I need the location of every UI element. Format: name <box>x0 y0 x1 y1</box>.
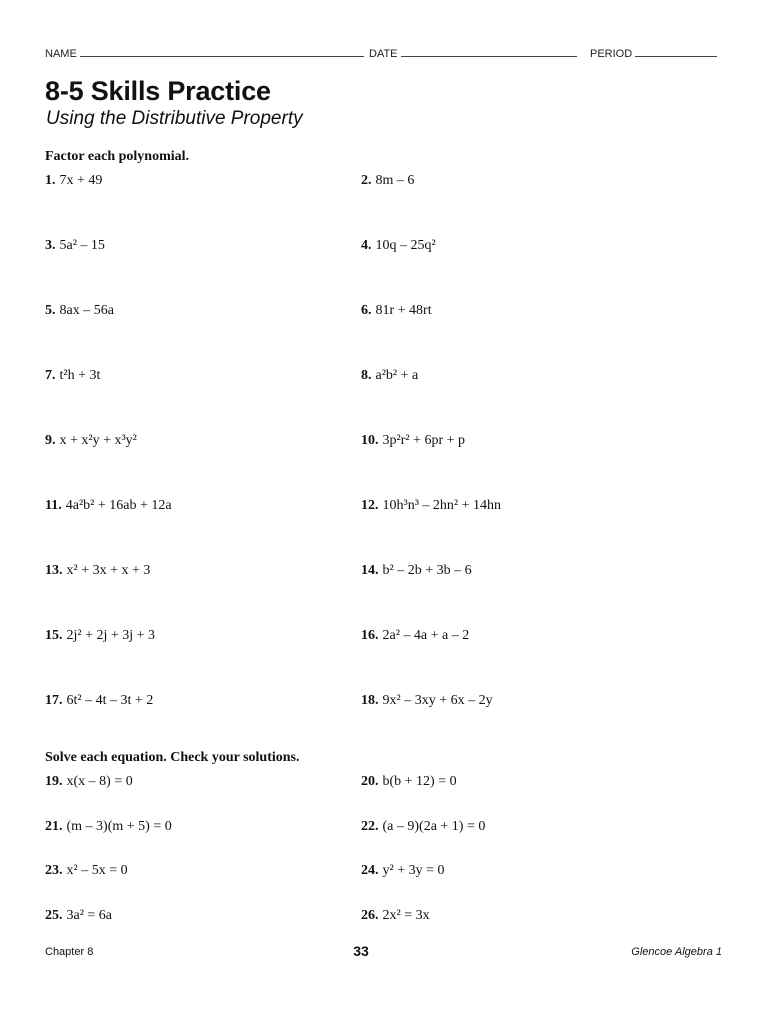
problem-number: 21. <box>45 818 63 834</box>
problem-expression: t²h + 3t <box>59 368 101 383</box>
problem-expression: 6t² – 4t – 3t + 2 <box>66 693 154 708</box>
period-blank[interactable] <box>635 47 717 57</box>
problem-item <box>45 173 102 189</box>
problem-number: 11. <box>45 498 62 513</box>
problem-expression: 7x + 49 <box>59 173 103 188</box>
problem-expression: 2a² – 4a + a – 2 <box>382 628 470 643</box>
problem-expression: b(b + 12) = 0 <box>382 774 457 789</box>
problem-item <box>45 303 114 319</box>
problem-item <box>361 498 501 514</box>
problem-number: 8. <box>361 368 372 383</box>
problem-expression: 10q – 25q² <box>375 238 436 253</box>
problem-number: 18. <box>361 693 379 708</box>
problem-number: 23. <box>45 863 63 878</box>
problem-expression: 81r + 48rt <box>375 303 432 318</box>
problem-expression: 2j² + 2j + 3j + 3 <box>66 628 156 643</box>
problem-item <box>45 498 172 514</box>
problem-expression: 8ax – 56a <box>59 303 114 318</box>
problem-number: 15. <box>45 628 63 643</box>
problem-expression: 9x² – 3xy + 6x – 2y <box>382 693 493 708</box>
date-label: DATE <box>369 48 398 60</box>
problem-item <box>45 863 128 879</box>
problem-item <box>45 774 133 790</box>
problem-expression: x + x²y + x³y² <box>59 433 137 448</box>
page-number: 33 <box>353 943 369 959</box>
problem-item <box>361 238 436 254</box>
name-field[interactable] <box>45 47 364 60</box>
problem-number: 20. <box>361 774 379 789</box>
problem-number: 17. <box>45 693 63 708</box>
problem-item <box>45 819 172 835</box>
problem-item <box>45 628 155 644</box>
date-field[interactable] <box>369 47 577 60</box>
problem-number: 22. <box>361 818 379 834</box>
problem-item <box>45 368 100 384</box>
problem-number: 12. <box>361 498 379 513</box>
period-field[interactable] <box>590 47 717 60</box>
problem-item <box>361 774 457 790</box>
problem-number: 24. <box>361 863 379 878</box>
problem-expression: (a – 9)(2a + 1) = 0 <box>382 818 486 834</box>
period-label: PERIOD <box>590 48 633 60</box>
name-label: NAME <box>45 48 77 60</box>
problem-expression: 8m – 6 <box>375 173 415 188</box>
problem-number: 10. <box>361 433 379 448</box>
problem-number: 25. <box>45 907 63 923</box>
problem-number: 14. <box>361 563 379 578</box>
problem-expression: 10h³n³ – 2hn² + 14hn <box>382 498 501 513</box>
problem-item <box>361 628 469 644</box>
footer-chapter: Chapter 8 <box>45 946 94 958</box>
name-blank[interactable] <box>80 47 364 57</box>
problem-item <box>45 563 150 579</box>
problem-item <box>45 433 137 449</box>
problem-expression: y² + 3y = 0 <box>382 863 445 878</box>
problem-expression: (m – 3)(m + 5) = 0 <box>66 818 172 834</box>
problem-number: 6. <box>361 303 372 318</box>
problem-number: 16. <box>361 628 379 643</box>
problem-item <box>45 908 112 924</box>
problem-expression: b² – 2b + 3b – 6 <box>382 563 472 578</box>
problem-item <box>361 368 418 384</box>
problem-item <box>361 908 430 924</box>
problem-item <box>361 173 414 189</box>
footer-book: Glencoe Algebra 1 <box>631 946 722 958</box>
problem-number: 7. <box>45 368 56 383</box>
problem-item <box>361 863 445 879</box>
problem-expression: a²b² + a <box>375 368 419 383</box>
problem-number: 9. <box>45 433 56 448</box>
problem-item <box>361 303 432 319</box>
problem-item <box>45 693 153 709</box>
problem-item <box>45 238 105 254</box>
page-title: 8-5 Skills Practice <box>45 76 271 106</box>
problem-item <box>361 819 485 835</box>
section1-instruction: Factor each polynomial. <box>45 149 190 164</box>
problem-number: 19. <box>45 774 63 789</box>
problem-number: 5. <box>45 303 56 318</box>
problem-item <box>361 433 465 449</box>
problem-expression: 5a² – 15 <box>59 238 105 253</box>
problem-number: 4. <box>361 238 372 253</box>
problem-expression: 2x² = 3x <box>382 907 430 923</box>
problem-expression: 4a²b² + 16ab + 12a <box>65 498 172 513</box>
problem-expression: x² – 5x = 0 <box>66 863 128 878</box>
problem-expression: 3p²r² + 6pr + p <box>382 433 466 448</box>
problem-number: 13. <box>45 563 63 578</box>
problem-number: 2. <box>361 173 372 188</box>
problem-expression: 3a² = 6a <box>66 907 113 923</box>
problem-number: 3. <box>45 238 56 253</box>
page-subtitle: Using the Distributive Property <box>46 108 303 129</box>
problem-number: 1. <box>45 173 56 188</box>
date-blank[interactable] <box>401 47 577 57</box>
problem-expression: x² + 3x + x + 3 <box>66 563 151 578</box>
section2-instruction: Solve each equation. Check your solutions. <box>45 750 300 765</box>
problem-item <box>361 563 472 579</box>
problem-number: 26. <box>361 907 379 923</box>
problem-expression: x(x – 8) = 0 <box>66 774 133 789</box>
problem-item <box>361 693 493 709</box>
